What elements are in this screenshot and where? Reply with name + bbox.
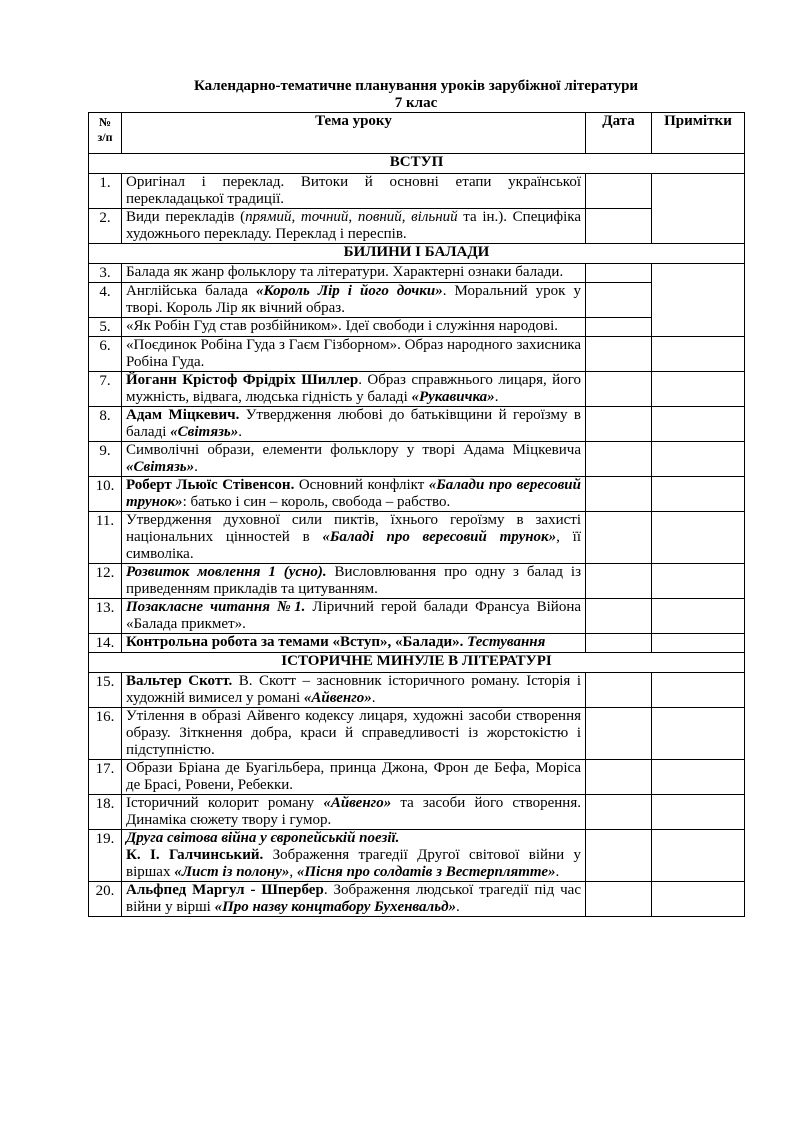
lesson-row <box>89 209 745 244</box>
lesson-topic-text: , <box>401 209 412 225</box>
lesson-date[interactable] <box>586 407 652 442</box>
lesson-number: 19. <box>89 830 122 882</box>
lesson-notes[interactable] <box>652 795 745 830</box>
lesson-date[interactable] <box>586 634 652 653</box>
lesson-topic <box>122 882 586 917</box>
lesson-topic-text: «Пісня про солдатів з Вестерплятте» <box>296 864 556 880</box>
lesson-topic <box>122 442 586 477</box>
lesson-topic-text: , <box>348 209 358 225</box>
lesson-date[interactable] <box>586 760 652 795</box>
lesson-topic-text: Висловлювання про одну з балад із приведенням прикладів та цитуванням. <box>126 564 581 597</box>
lesson-row <box>89 372 745 407</box>
lesson-notes[interactable] <box>652 760 745 795</box>
lesson-row <box>89 442 745 477</box>
lesson-topic-text: . <box>371 690 376 706</box>
lesson-number: 5. <box>89 318 122 337</box>
lesson-topic <box>122 708 586 760</box>
header-number-line1: № <box>98 115 112 129</box>
lesson-row <box>89 760 745 795</box>
lesson-date[interactable] <box>586 882 652 917</box>
lesson-topic-text: . <box>238 424 243 440</box>
lesson-topic <box>122 634 586 653</box>
lesson-topic-text: та ін.). Специфіка художнього перекладу. Переклад і переспів. <box>126 209 582 242</box>
lesson-number: 13. <box>89 599 122 634</box>
lesson-topic-text: . Моральний урок у творі. Король Лір як вічний образ. <box>126 283 581 316</box>
header-notes: Примітки <box>652 113 745 154</box>
lesson-topic <box>122 564 586 599</box>
section-row <box>89 244 745 264</box>
lesson-topic-text: . <box>194 459 198 475</box>
lesson-topic <box>122 830 586 882</box>
lesson-row <box>89 673 745 708</box>
lesson-notes[interactable] <box>652 264 745 337</box>
lesson-row <box>89 264 745 283</box>
section-title: БИЛИНИ І БАЛАДИ <box>89 244 745 264</box>
lesson-topic-text: Розвиток мовлення 1 (усно). <box>126 564 327 580</box>
lesson-topic-text: : батько і син – король, свобода – рабство. <box>182 494 451 510</box>
lesson-topic-text: К. І. Галчинський. <box>126 847 264 863</box>
lesson-topic-text: «Баладі про вересовий трунок» <box>322 529 557 545</box>
lesson-date[interactable] <box>586 512 652 564</box>
lesson-row <box>89 477 745 512</box>
lesson-row <box>89 337 745 372</box>
lesson-notes[interactable] <box>652 337 745 372</box>
lesson-topic <box>122 477 586 512</box>
lesson-topic-text: Контрольна робота за темами «Вступ», «Балади». <box>126 634 468 650</box>
lesson-number: 12. <box>89 564 122 599</box>
lesson-row <box>89 634 745 653</box>
lesson-topic <box>122 209 586 244</box>
lesson-notes[interactable] <box>652 708 745 760</box>
lesson-topic-text: Друга світова війна у європейській поезії. <box>126 830 400 846</box>
lesson-number: 9. <box>89 442 122 477</box>
header-date: Дата <box>586 113 652 154</box>
lesson-topic-text: Зображення трагедії Другої світової війни у віршах <box>126 847 581 880</box>
lesson-topic-text: Види перекладів ( <box>126 209 246 225</box>
lesson-topic-text: . <box>555 864 560 880</box>
lesson-topic <box>122 264 586 283</box>
lesson-topic <box>122 174 586 209</box>
lesson-date[interactable] <box>586 830 652 882</box>
lesson-topic-text: Історичний колорит роману <box>126 795 324 811</box>
document-title: Календарно-тематичне планування уроків зарубіжної літератури <box>193 78 639 94</box>
header-topic: Тема уроку <box>122 113 586 154</box>
document-subtitle: 7 клас <box>394 95 438 111</box>
lesson-row <box>89 283 745 318</box>
lesson-date[interactable] <box>586 318 652 337</box>
lesson-number: 15. <box>89 673 122 708</box>
lesson-number: 4. <box>89 283 122 318</box>
lesson-number: 10. <box>89 477 122 512</box>
lesson-notes[interactable] <box>652 830 745 882</box>
lesson-topic <box>122 760 586 795</box>
lesson-topic <box>122 283 586 318</box>
lesson-number: 18. <box>89 795 122 830</box>
lesson-row <box>89 708 745 760</box>
lesson-number: 8. <box>89 407 122 442</box>
lesson-topic-text: Утвердження любові до батьківщини й героїзму в баладі <box>126 407 581 440</box>
lesson-row <box>89 795 745 830</box>
lesson-date[interactable] <box>586 174 652 209</box>
lesson-topic <box>122 599 586 634</box>
lesson-topic-text: «Як Робін Гуд став розбійником». Ідеї свободи і служіння народові. <box>126 318 558 334</box>
lesson-date[interactable] <box>586 372 652 407</box>
lesson-row <box>89 882 745 917</box>
lesson-date[interactable] <box>586 264 652 283</box>
lesson-topic-text: Тестування <box>467 634 546 650</box>
lesson-topic-text: точний <box>300 209 349 225</box>
lesson-topic-text: Образи Бріана де Буагільбера, принца Джона, Фрон де Бефа, Моріса де Брасі, Ровени, Ребекки. <box>126 760 581 793</box>
lesson-topic-text: Утвердження духовної сили пиктів, їхнього героїзму в захисті національних цінностей в <box>126 512 581 545</box>
lesson-topic-text: Оригінал і переклад. Витоки й основні етапи української перекладацької традиції. <box>126 174 581 207</box>
lesson-topic <box>122 372 586 407</box>
lesson-topic <box>122 673 586 708</box>
lesson-topic <box>122 407 586 442</box>
lesson-number: 3. <box>89 264 122 283</box>
lesson-number: 17. <box>89 760 122 795</box>
lesson-topic <box>122 318 586 337</box>
lesson-topic-text: «Балади про вересовий трунок» <box>126 477 581 510</box>
table-body <box>89 154 745 917</box>
lesson-date[interactable] <box>586 477 652 512</box>
lesson-date[interactable] <box>586 599 652 634</box>
lesson-topic-text: Балада як жанр фольклору та літератури. Характерні ознаки балади. <box>126 264 564 280</box>
lesson-topic-text: «Айвенго» <box>323 795 392 811</box>
lesson-date[interactable] <box>586 564 652 599</box>
lesson-topic <box>122 512 586 564</box>
section-row <box>89 653 745 673</box>
lesson-date[interactable] <box>586 442 652 477</box>
lesson-number: 11. <box>89 512 122 564</box>
lesson-notes[interactable] <box>652 407 745 442</box>
lesson-date[interactable] <box>586 283 652 318</box>
lesson-topic <box>122 337 586 372</box>
lesson-row <box>89 407 745 442</box>
lesson-number: 2. <box>89 209 122 244</box>
lesson-topic-text: «Король Лір і його дочки» <box>256 283 443 299</box>
lesson-topic-text: прямий <box>245 209 292 225</box>
lesson-topic-text: Вальтер Скотт. <box>126 673 233 689</box>
lesson-topic-text: Символічні образи, елементи фольклору у творі Адама Міцкевича <box>126 442 581 458</box>
lesson-topic-text: В. Скотт – засновник історичного роману. Історія і художній вимисел у романі <box>126 673 581 706</box>
section-row <box>89 154 745 174</box>
lesson-notes[interactable] <box>652 599 745 634</box>
lesson-number: 14. <box>89 634 122 653</box>
lesson-topic-text: «Про назву концтабору Бухенвальд» <box>214 899 457 915</box>
table-header-row <box>89 113 745 154</box>
lesson-number: 20. <box>89 882 122 917</box>
lesson-topic-text: Англійська балада <box>126 283 257 299</box>
lesson-number: 6. <box>89 337 122 372</box>
header-number <box>89 113 122 154</box>
lesson-notes[interactable] <box>652 442 745 477</box>
lesson-date[interactable] <box>586 209 652 244</box>
lesson-topic-text: Адам Міцкевич. <box>126 407 240 423</box>
lesson-topic-text: «Світязь» <box>126 459 195 475</box>
lesson-notes[interactable] <box>652 372 745 407</box>
lesson-topic-text: . Зображення людської трагедії під час війни у вірші <box>126 882 581 915</box>
lesson-topic-text: «Рукавичка» <box>411 389 495 405</box>
lesson-date[interactable] <box>586 708 652 760</box>
lesson-topic-text: «Поєдинок Робіна Гуда з Гаєм Гізборном». Образ народного захисника Робіна Гуда. <box>126 337 581 370</box>
lesson-row <box>89 174 745 209</box>
section-title: ВСТУП <box>89 154 745 174</box>
lesson-topic-text: Ліричний герой балади Франсуа Війона «Балада прикмет». <box>126 599 582 632</box>
lesson-topic-text: , її символіка. <box>126 529 581 562</box>
lesson-notes[interactable] <box>652 477 745 512</box>
lesson-topic-text: повний <box>357 209 402 225</box>
lesson-topic-text: «Світязь» <box>170 424 239 440</box>
lesson-topic-text: Роберт Льюїс Стівенсон. <box>126 477 295 493</box>
lesson-notes[interactable] <box>652 673 745 708</box>
lesson-topic-text: Основний конфлікт <box>294 477 429 493</box>
lesson-topic-text: Утілення в образі Айвенго кодексу лицаря, художні засоби створення образу. Зіткнення добра, краси й справедливості із жорстокістю і підступністю. <box>126 708 581 758</box>
lesson-date[interactable] <box>586 673 652 708</box>
lesson-notes[interactable] <box>652 174 745 244</box>
lesson-number: 7. <box>89 372 122 407</box>
lesson-topic-text: «Лист із полону» <box>174 864 290 880</box>
lesson-plan-table <box>88 112 745 917</box>
lesson-topic-text: Йоганн Крістоф Фрідріх Шиллер <box>126 372 359 388</box>
lesson-date[interactable] <box>586 337 652 372</box>
lesson-row <box>89 830 745 882</box>
lesson-topic <box>122 795 586 830</box>
lesson-row <box>89 318 745 337</box>
lesson-topic-text: вільний <box>411 209 458 225</box>
lesson-topic-text: , <box>291 209 301 225</box>
lesson-notes[interactable] <box>652 564 745 599</box>
header-number-line2: з/п <box>97 130 113 144</box>
lesson-row <box>89 564 745 599</box>
lesson-topic-text: , <box>289 864 297 880</box>
lesson-topic-text: та засоби його створення. Динаміка сюжету твору і гумор. <box>126 795 581 828</box>
lesson-topic-text: Альфпед Маргул - Шпербер <box>126 882 324 898</box>
lesson-topic-text: . <box>456 899 460 915</box>
lesson-topic-text: . Образ справжнього лицаря, його мужність, відвага, людська гідність у баладі <box>126 372 581 405</box>
lesson-topic-text: «Айвенго» <box>303 690 372 706</box>
lesson-row <box>89 599 745 634</box>
lesson-number: 1. <box>89 174 122 209</box>
lesson-notes[interactable] <box>652 512 745 564</box>
lesson-date[interactable] <box>586 795 652 830</box>
lesson-number: 16. <box>89 708 122 760</box>
lesson-topic-text: . <box>494 389 499 405</box>
lesson-notes[interactable] <box>652 882 745 917</box>
section-title: ІСТОРИЧНЕ МИНУЛЕ В ЛІТЕРАТУРІ <box>89 653 745 673</box>
lesson-topic-text: Позакласне читання №1. <box>126 599 306 615</box>
lesson-row <box>89 512 745 564</box>
lesson-notes[interactable] <box>652 634 745 653</box>
